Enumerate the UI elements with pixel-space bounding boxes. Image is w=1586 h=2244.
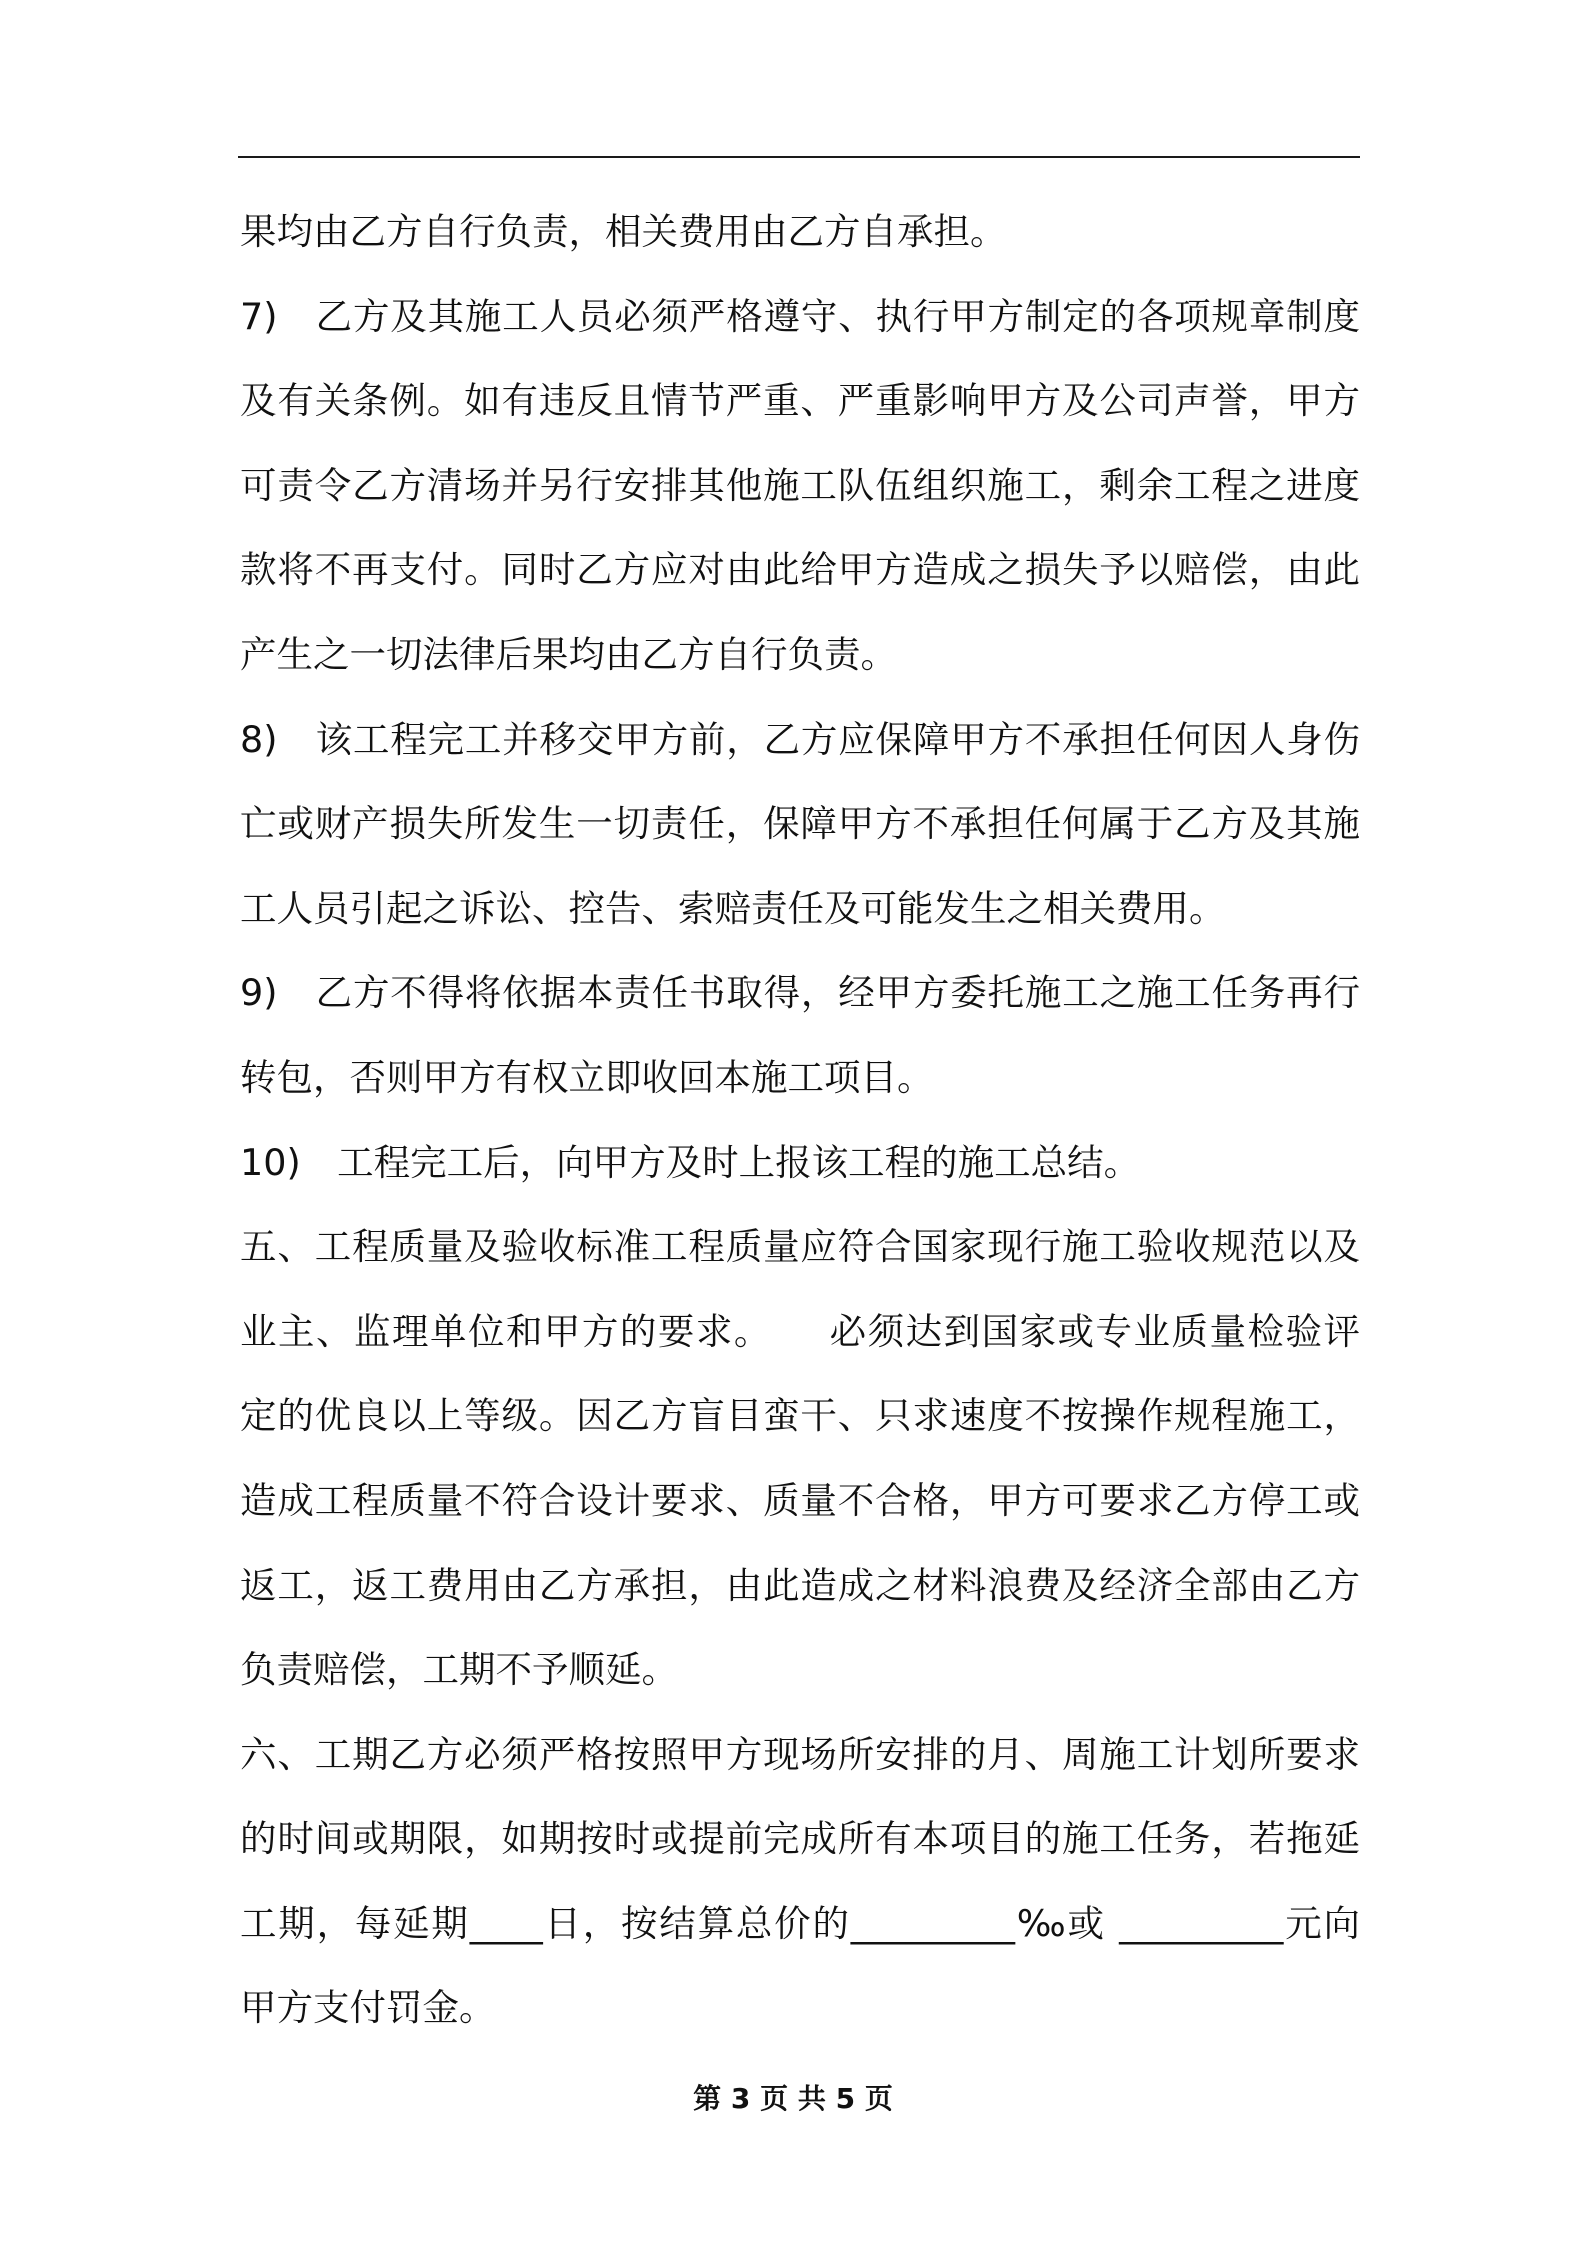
paragraph-line: 甲方支付罚金。: [240, 1986, 496, 2030]
paragraph-line: 转包，否则甲方有权立即收回本施工项目。: [240, 1055, 934, 1099]
paragraph-line: 7) 乙方及其施工人员必须严格遵守、执行甲方制定的各项规章制度: [240, 294, 1360, 338]
paragraph-line: 负责赔偿，工期不予顺延。: [240, 1648, 678, 1692]
paragraph-line: 可责令乙方清场并另行安排其他施工队伍组织施工，剩余工程之进度: [240, 463, 1360, 507]
paragraph-line: 款将不再支付。同时乙方应对由此给甲方造成之损失予以赔偿，由此: [240, 548, 1360, 592]
paragraph-line: 六、工期乙方必须严格按照甲方现场所安排的月、周施工计划所要求: [240, 1732, 1360, 1776]
paragraph-line: 返工，返工费用由乙方承担，由此造成之材料浪费及经济全部由乙方: [240, 1563, 1360, 1607]
page-number-footer: 第 3 页 共 5 页: [693, 2082, 893, 2115]
paragraph-line: 8) 该工程完工并移交甲方前，乙方应保障甲方不承担任何因人身伤: [240, 717, 1360, 761]
header-rule: [238, 156, 1360, 158]
paragraph-line: 亡或财产损失所发生一切责任，保障甲方不承担任何属于乙方及其施: [240, 802, 1360, 846]
paragraph-line: 造成工程质量不符合设计要求、质量不合格，甲方可要求乙方停工或: [240, 1478, 1360, 1522]
paragraph-line: 产生之一切法律后果均由乙方自行负责。: [240, 632, 897, 676]
paragraph-line: 10) 工程完工后，向甲方及时上报该工程的施工总结。: [240, 1140, 1141, 1184]
paragraph-line: 五、工程质量及验收标准工程质量应符合国家现行施工验收规范以及: [240, 1225, 1360, 1269]
paragraph-line: 工人员引起之诉讼、控告、索赔责任及可能发生之相关费用。: [240, 886, 1226, 930]
paragraph-line: 果均由乙方自行负责，相关费用由乙方自承担。: [240, 210, 1007, 253]
paragraph-line: 9) 乙方不得将依据本责任书取得，经甲方委托施工之施工任务再行: [240, 971, 1360, 1015]
paragraph-line: 及有关条例。如有违反且情节严重、严重影响甲方及公司声誉，甲方: [240, 379, 1360, 423]
paragraph-line: 定的优良以上等级。因乙方盲目蛮干、只求速度不按操作规程施工，: [240, 1394, 1360, 1438]
paragraph-line: 的时间或期限，如期按时或提前完成所有本项目的施工任务，若拖延: [240, 1817, 1360, 1861]
document-body: [240, 190, 1360, 2051]
paragraph-line: 工期，每延期____日，按结算总价的_________‰或 _________元向: [240, 1901, 1360, 1945]
paragraph-line: 业主、监理单位和甲方的要求。 必须达到国家或专业质量检验评: [240, 1309, 1360, 1353]
